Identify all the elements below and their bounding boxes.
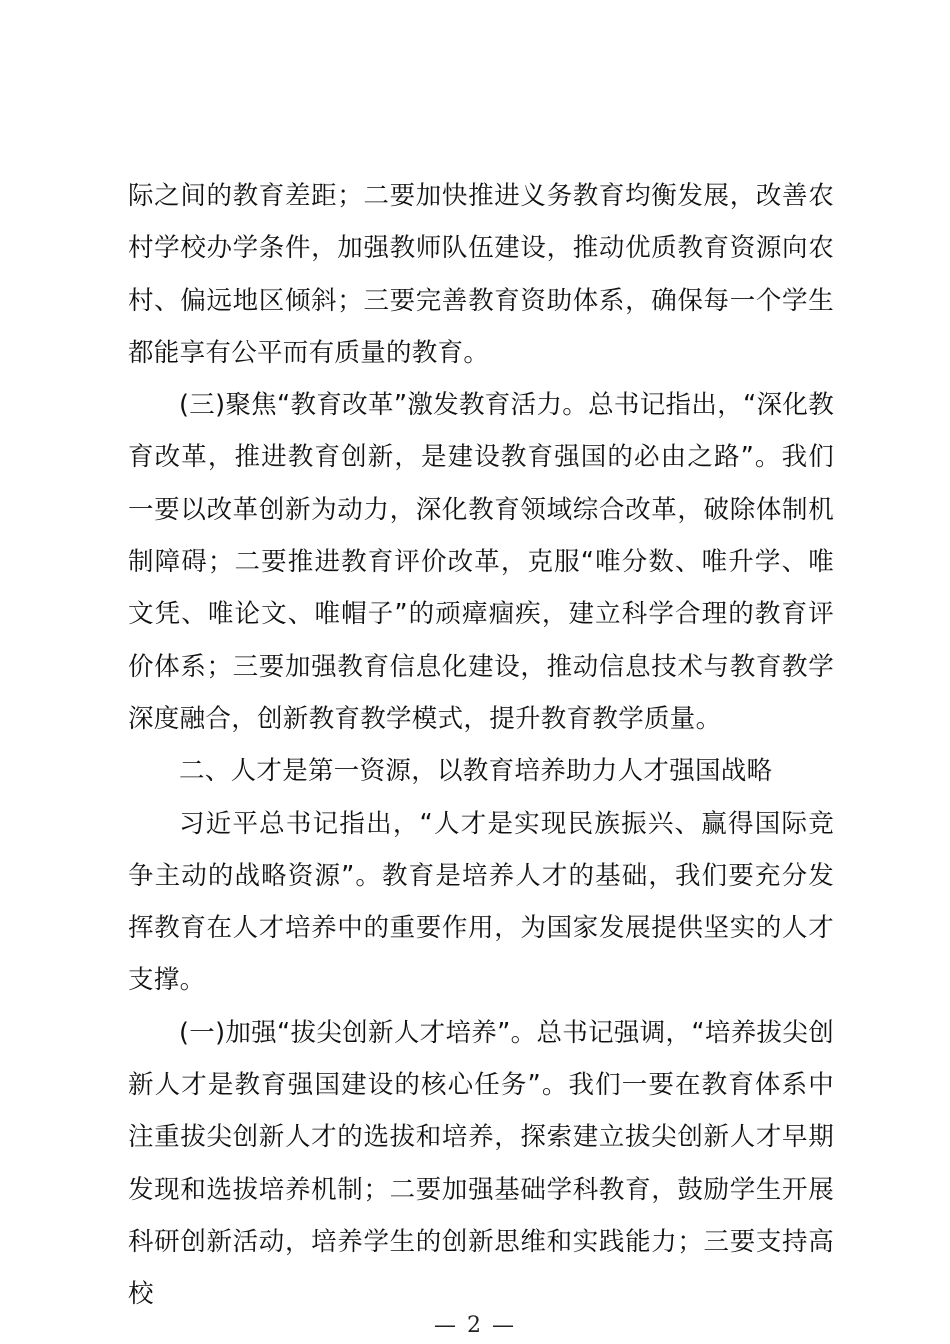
paragraph-section-three-reform: (三)聚焦“教育改革”激发教育活力。总书记指出，“深化教育改革，推进教育创新，是建设教育强国的必由之路”。我们一要以改革创新为动力，深化教育领域综合改革，破除体制机制障碍；二要推进教育评价改革，克服“唯分数、唯升学、唯文凭、唯论文、唯帽子”的顽瘴痼疾，建立科学合理的教育评价体系；三要加强教育信息化建设，推动信息技术与教育教学深度融合，创新教育教学模式，提升教育教学质量。 xyxy=(128,390,834,734)
body-text xyxy=(128,170,834,1321)
paragraph-continuation: 际之间的教育差距；二要加快推进义务教育均衡发展，改善农村学校办学条件，加强教师队伍建设，推动优质教育资源向农村、偏远地区倾斜；三要完善教育资助体系，确保每一个学生都能享有公平而有质量的教育。 xyxy=(128,181,834,368)
paragraph-talent-resource: 习近平总书记指出，“人才是实现民族振兴、赢得国际竞争主动的战略资源”。教育是培养人才的基础，我们要充分发挥教育在人才培养中的重要作用，为国家发展提供坚实的人才支撑。 xyxy=(128,808,834,996)
paragraph-subsection-one-talent: (一)加强“拔尖创新人才培养”。总书记强调，“培养拔尖创新人才是教育强国建设的核心任务”。我们一要在教育体系中注重拔尖创新人才的选拔和培养，探索建立拔尖创新人才早期发现和选拔培养机制；二要加强基础学科教育，鼓励学生开展科研创新活动，培养学生的创新思维和实践能力；三要支持高校 xyxy=(128,1017,834,1310)
page-number: — 2 — xyxy=(434,1313,516,1338)
section-heading-two: 二、人才是第一资源，以教育培养助力人才强国战略 xyxy=(179,756,773,787)
